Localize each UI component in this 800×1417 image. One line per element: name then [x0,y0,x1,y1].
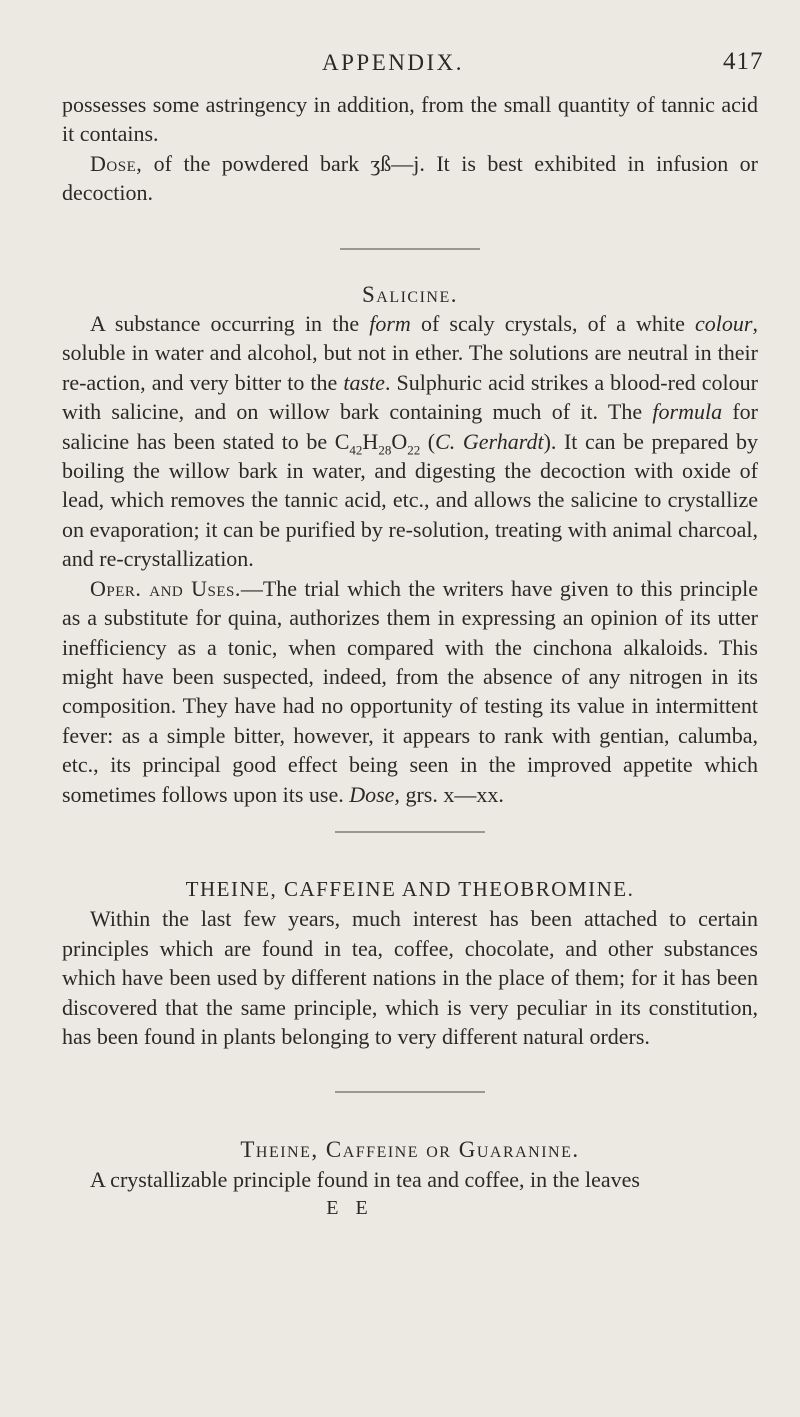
heading-theine-caffeine-guaranine: Theine, Caffeine or Guaranine. [240,1137,580,1163]
body-text [62,90,758,1224]
paragraph-salicine: A substance occurring in the form of scaly crystals, of a white colour, soluble in water and alcohol, but not in ether. The solutions are neutral in their re-action, and very bitter to the taste. Sulphuric acid strikes a blood-red colour with salicine, and on willow bark containing much of it. The formula for salicine has been stated to be $C_{42}H_{28}O_{22}$ (C. Gerhardt). It can be prepared by boiling the willow bark in water, and digesting the decoction with oxide of lead, which removes the tannic acid, etc., and allows the salicine to crystallize on evaporation; it can be purified by re-solution, treating with animal charcoal, and re-crystallization. [62,311,759,572]
section-divider [335,1091,485,1093]
section-divider [340,248,480,250]
running-head-title: APPENDIX. [322,50,464,75]
section-divider [335,831,485,833]
heading-theine-caffeine-theobromine: THEINE, CAFFEINE AND THEOBROMINE. [185,876,635,901]
running-head [0,50,800,90]
heading-salicine: Salicine. [361,281,459,307]
oper-uses-label: Oper. and Uses. [90,575,241,601]
paragraph-continuation: possesses some astringency in addition, from the small quantity of tannic acid it contains. [62,92,758,147]
page-number: 417 [723,48,764,75]
paragraph-theine: Within the last few years, much interest has been attached to certain principles which are found in tea, coffee, chocolate, and other substances which have been used by different nations in the place of them; for it has been discovered that the same principle, which is very peculiar in its constitution, has been found in plants belonging to very different natural orders. [62,906,758,1049]
paragraph-dose: Dose, of the powdered bark ʒß—j. It is best exhibited in infusion or decoction. [62,150,758,206]
dose-label: Dose, [90,150,143,176]
signature-mark: E E [326,1197,374,1220]
paragraph-guaranine: A crystallizable principle found in tea and coffee, in the leaves [90,1166,640,1192]
paragraph-oper-uses: Oper. and Uses.—The trial which the writers have given to this principle as a substitute for quina, authorizes them in expressing an opinion of its utter inefficiency as a tonic, when compared with the cinchona alkaloids. This might have been suspected, indeed, from the absence of any nitrogen in its composition. They have had no opportunity of testing its value in intermittent fever: as a simple bitter, however, it appears to rank with gentian, calumba, etc., its principal good effect being seen in the improved appetite which sometimes follows upon its use. Dose, grs. x—xx. [62,575,758,807]
